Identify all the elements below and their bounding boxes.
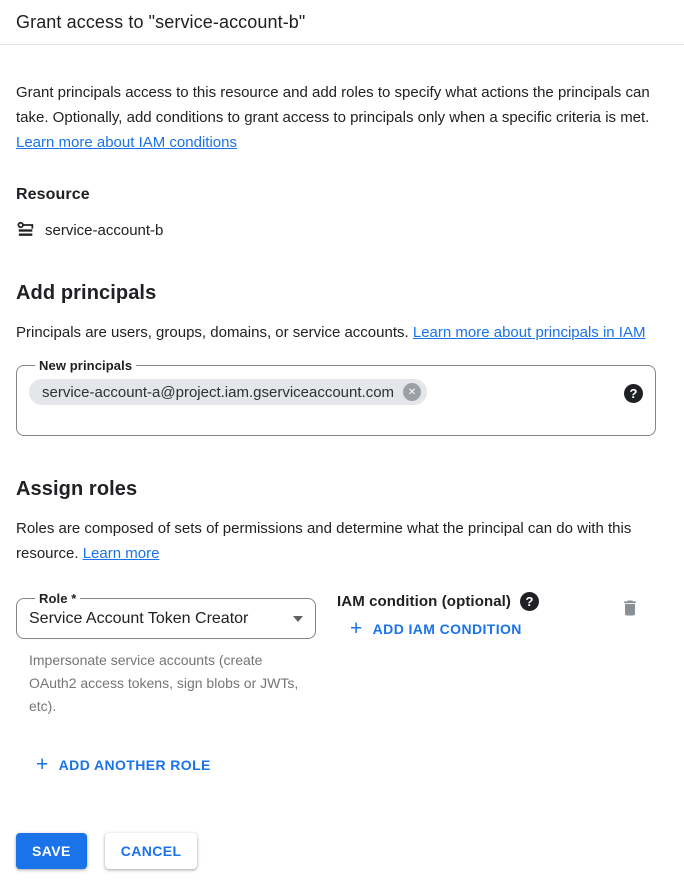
dialog-intro-text: Grant principals access to this resource and add roles to specify what actions the principals can take. Optionally, add conditions to grant access to principals only when a specific criteria is met.	[16, 84, 650, 126]
plus-icon: +	[36, 753, 49, 776]
iam-condition-help-icon[interactable]: ?	[520, 592, 539, 611]
principals-help-icon[interactable]: ?	[624, 384, 643, 403]
resource-heading: Resource	[16, 186, 90, 203]
chevron-down-icon	[293, 616, 303, 622]
assign-roles-description	[16, 516, 656, 566]
role-helper-text: Impersonate service accounts (create OAuth2 access tokens, sign blobs or JWTs, etc).	[29, 652, 299, 714]
add-principals-description	[16, 320, 656, 345]
add-principals-heading: Add principals	[16, 282, 157, 304]
principals-learn-more-link[interactable]: Learn more about principals in IAM	[412, 324, 646, 341]
iam-conditions-link[interactable]: Learn more about IAM conditions	[16, 134, 237, 151]
delete-role-button[interactable]	[620, 598, 640, 618]
assign-roles-text: Roles are composed of sets of permissions and determine what the principal can do with this resource.	[16, 520, 632, 562]
add-another-role-button[interactable]	[36, 753, 211, 776]
add-iam-condition-label: ADD IAM CONDITION	[372, 621, 522, 637]
plus-icon: +	[350, 617, 363, 640]
dialog-actions	[16, 833, 656, 869]
service-account-icon	[16, 220, 36, 240]
dialog-content	[0, 80, 684, 869]
trash-icon	[620, 598, 640, 618]
principal-chip-label: service-account-a@project.iam.gserviceaccount.com	[42, 383, 395, 401]
assign-roles-heading: Assign roles	[16, 478, 138, 500]
principal-chip	[29, 379, 427, 405]
resource-item	[16, 220, 656, 240]
cancel-button[interactable]: CANCEL	[105, 833, 198, 869]
iam-condition-label: IAM condition (optional)	[337, 593, 512, 610]
add-principals-text: Principals are users, groups, domains, or service accounts.	[16, 324, 409, 341]
iam-condition-column	[337, 591, 620, 640]
new-principals-field[interactable]	[16, 358, 656, 436]
role-row	[16, 591, 656, 718]
add-iam-condition-button[interactable]	[350, 617, 522, 640]
role-column	[16, 591, 316, 718]
dialog-intro	[16, 80, 656, 155]
new-principals-label: New principals	[39, 358, 133, 373]
add-another-role-label: ADD ANOTHER ROLE	[58, 757, 211, 773]
roles-learn-more-link[interactable]: Learn more	[82, 545, 160, 562]
dialog-title: Grant access to "service-account-b"	[16, 12, 306, 32]
save-button[interactable]: SAVE	[16, 833, 87, 869]
role-selected-value: Service Account Token Creator	[29, 609, 249, 627]
chip-remove-icon[interactable]: ✕	[403, 383, 421, 401]
role-select[interactable]	[16, 591, 316, 639]
role-select-label: Role *	[39, 591, 77, 606]
dialog-header	[0, 0, 684, 45]
resource-name: service-account-b	[45, 221, 164, 239]
new-principals-input[interactable]	[29, 377, 643, 427]
